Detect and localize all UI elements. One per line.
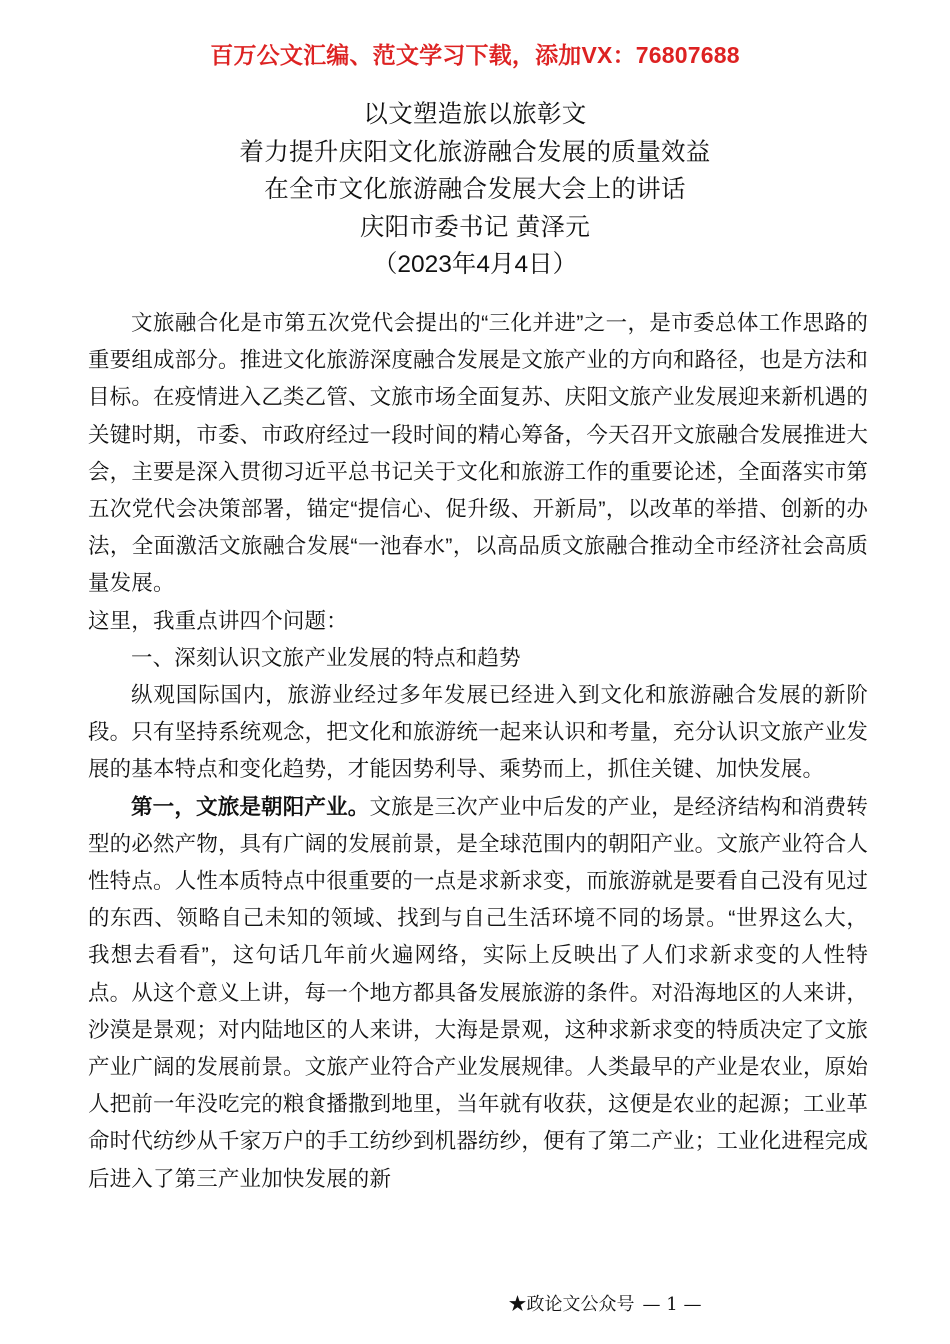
title-date: （2023年4月4日） bbox=[372, 251, 578, 278]
body-paragraph-5 bbox=[88, 789, 868, 1198]
page-footer bbox=[0, 1292, 950, 1318]
title-line-1: 以文塑造旅以旅彰文 bbox=[363, 101, 587, 128]
document-body bbox=[88, 305, 868, 1198]
body-section-heading-1: 一、深刻认识文旅产业发展的特点和趋势 bbox=[131, 645, 521, 670]
body-paragraph-2: 这里，我重点讲四个问题： bbox=[88, 608, 348, 633]
title-author: 庆阳市委书记 黄泽元 bbox=[359, 213, 591, 241]
footer-watermark-label: ★政论文公众号 bbox=[508, 1294, 635, 1315]
title-line-3: 在全市文化旅游融合发展大会上的讲话 bbox=[264, 176, 686, 203]
footer-inner bbox=[509, 1292, 702, 1318]
body-paragraph-5-rest: 文旅是三次产业中后发的产业，是经济结构和消费转型的必然产物，具有广阔的发展前景，是全球范围内的朝阳产业。文旅产业符合人性特点。人性本质特点中很重要的一点是求新求变，而旅游就是要看自己没有见过的东西、领略自己未知的领域、找到与自己生活环境不同的场景。“世界这么大，我想去看看”，这句话几年前火遍网络，实际上反映出了人们求新求变的人性特点。从这个意义上讲，每一个地方都具备发展旅游的条件。对沿海地区的人来讲，沙漠是景观；对内陆地区的人来讲，大海是景观，这种求新求变的特质决定了文旅产业广阔的发展前景。文旅产业符合产业发展规律。人类最早的产业是农业，原始人把前一年没吃完的粮食播撒到地里，当年就有收获，这便是农业的起源；工业革命时代纺纱从千家万户的手工纺纱到机器纺纱，便有了第二产业；工业化进程完成后进入了第三产业加快发展的新 bbox=[88, 794, 868, 1191]
body-paragraph-1: 文旅融合化是市第五次党代会提出的“三化并进”之一，是市委总体工作思路的重要组成部分。推进文化旅游深度融合发展是文旅产业的方向和路径，也是方法和目标。在疫情进入乙类乙管、文旅市场全面复苏、庆阳文旅产业发展迎来新机遇的关键时期，市委、市政府经过一段时间的精心筹备，今天召开文旅融合发展推进大会，主要是深入贯彻习近平总书记关于文化和旅游工作的重要论述，全面落实市第五次党代会决策部署，锚定“提信心、促升级、开新局”，以改革的举措、创新的办法，全面激活文旅融合发展“一池春水”，以高品质文旅融合推动全市经济社会高质量发展。 bbox=[88, 311, 868, 596]
title-line-2: 着力提升庆阳文化旅游融合发展的质量效益 bbox=[239, 138, 711, 166]
page-number: — 1 — bbox=[642, 1294, 702, 1315]
body-paragraph-4: 纵观国际国内，旅游业经过多年发展已经进入到文化和旅游融合发展的新阶段。只有坚持系统观念，把文化和旅游统一起来认识和考量，充分认识文旅产业发展的基本特点和变化趋势，才能因势利导、乘势而上，抓住关键、加快发展。 bbox=[88, 683, 868, 782]
document-title-block bbox=[0, 96, 950, 284]
body-paragraph-5-bold-lead: 第一，文旅是朝阳产业。 bbox=[131, 794, 370, 819]
promo-banner-text: 百万公文汇编、范文学习下载，添加VX：76807688 bbox=[210, 42, 740, 68]
